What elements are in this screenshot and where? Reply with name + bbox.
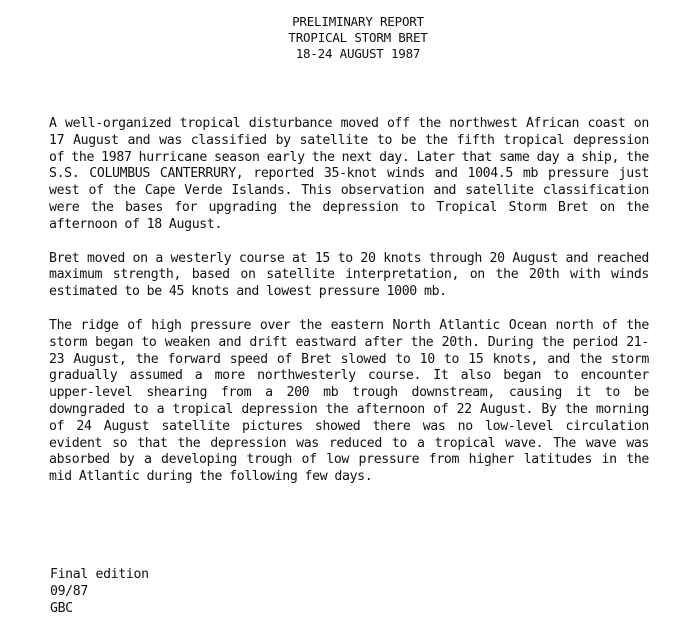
paragraph-track: Bret moved on a westerly course at 15 to 20 knots through 20 August and reached maximum strength, based on satellite interpretation, on the 20th with winds estimated to be 45 knots and lowest pressure 1000 mb. xyxy=(49,250,649,300)
author-initials: GBC xyxy=(50,601,73,616)
storm-name: TROPICAL STORM BRET xyxy=(288,30,428,45)
edition-label: Final edition xyxy=(50,567,149,582)
paragraph-genesis: A well-organized tropical disturbance moved off the northwest African coast on 17 August and was classified by satellite to be the fifth tropical depression of the 1987 hurricane season early the next day. Later that same day a ship, the S.S. COLUMBUS CANTERRURY, reported 35-knot winds and 1004.5 mb pressure just west of the Cape Verde Islands. This observation and satellite classification were the bases for upgrading the depression to Tropical Storm Bret on the afternoon of 18 August. xyxy=(49,116,649,232)
report-footer xyxy=(50,566,149,617)
paragraph-decay: The ridge of high pressure over the eastern North Atlantic Ocean north of the storm began to weaken and drift eastward after the 20th. During the period 21-23 August, the forward speed of Bret slowed to 10 to 15 knots, and the storm gradually assumed a more northwesterly course. It also began to encounter upper-level shearing from a 200 mb trough downstream, causing it to be downgraded to a tropical depression the afternoon of 22 August. By the morning of 24 August satellite pictures showed there was no low-level circulation evident so that the depression was reduced to a tropical wave. The wave was absorbed by a developing trough of low pressure from higher latitudes in the mid Atlantic during the following few days. xyxy=(49,317,649,485)
report-header xyxy=(0,14,686,62)
report-type: PRELIMINARY REPORT xyxy=(292,14,424,29)
report-body xyxy=(49,116,649,503)
edition-date: 09/87 xyxy=(50,584,88,599)
storm-dates: 18-24 AUGUST 1987 xyxy=(295,46,421,61)
